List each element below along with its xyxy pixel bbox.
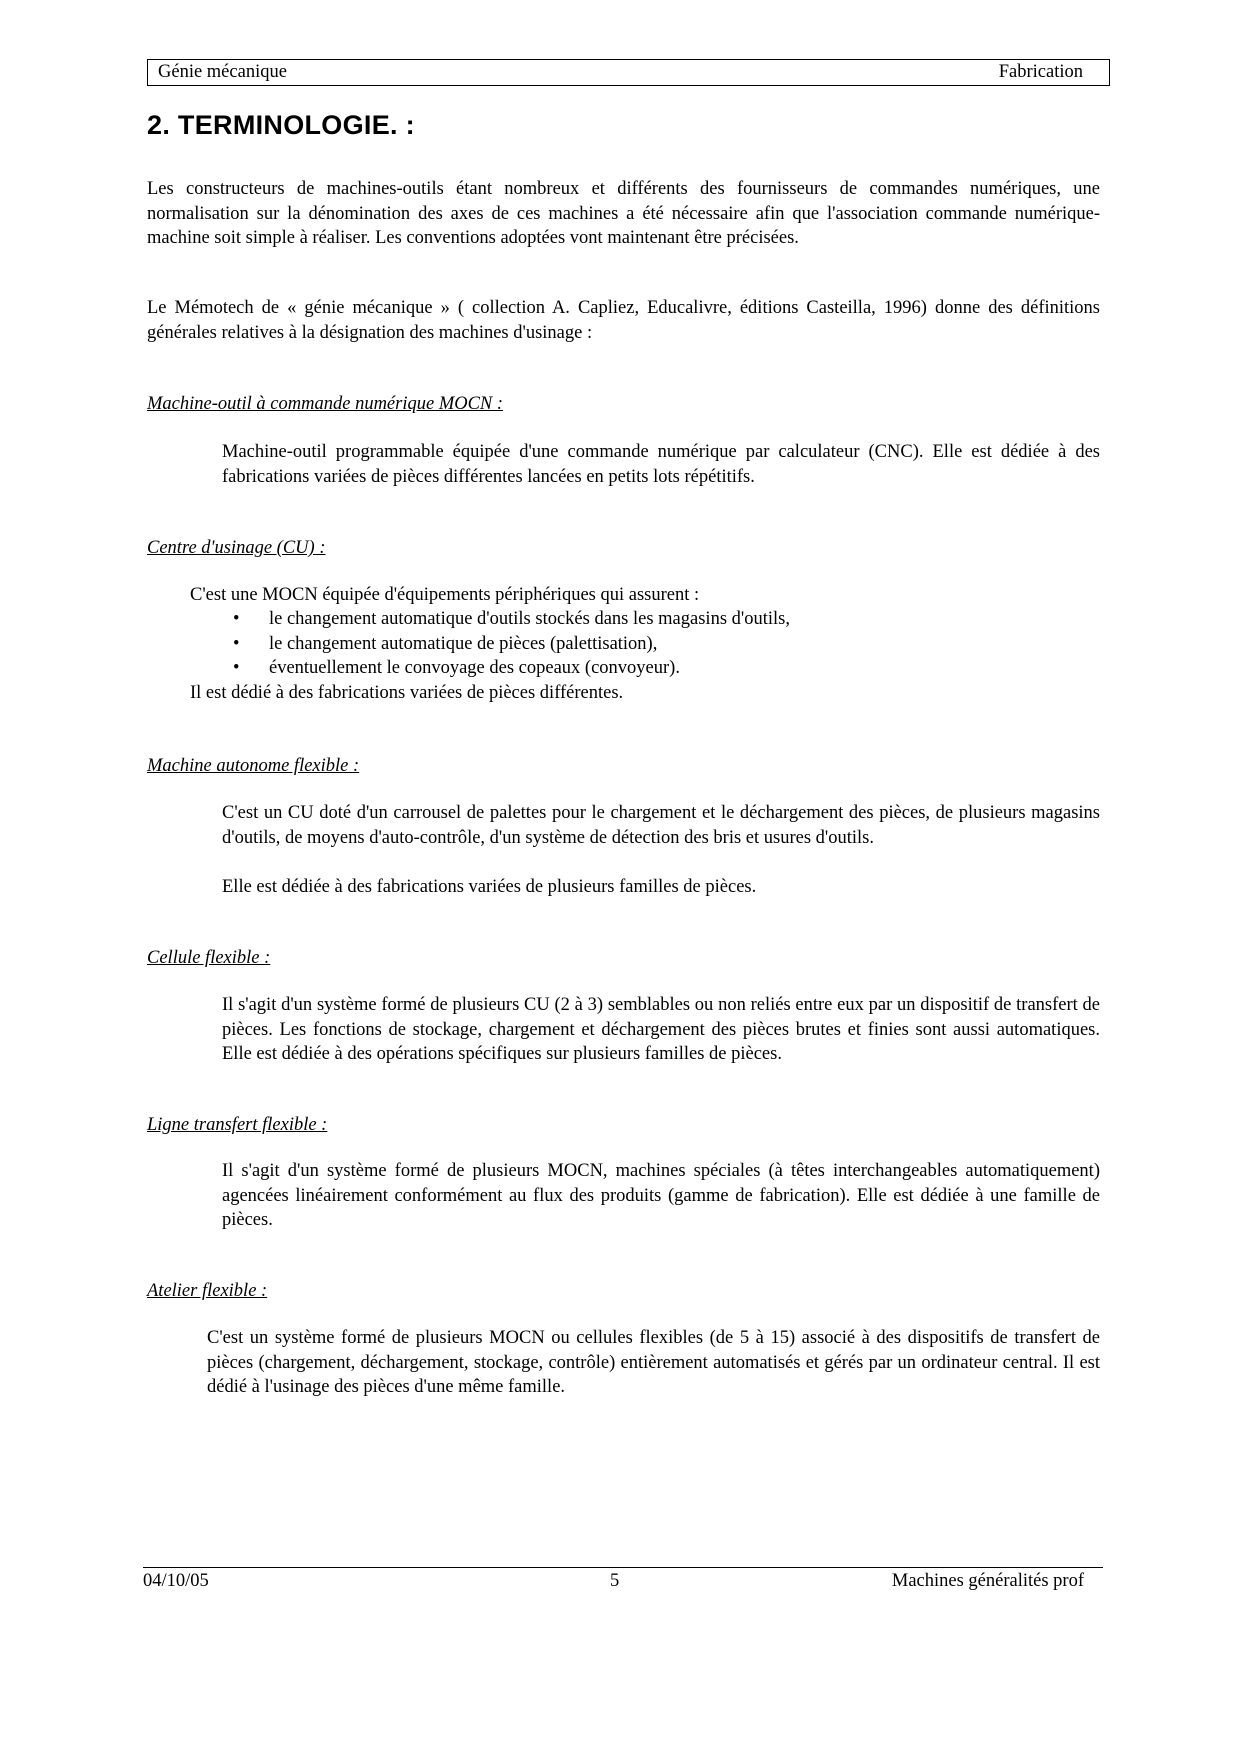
term-ligne: Ligne transfert flexible :	[147, 1115, 328, 1135]
term-mocn: Machine-outil à commande numérique MOCN :	[147, 394, 504, 414]
definition-cellule: Il s'agit d'un système formé de plusieurs CU (2 à 3) semblables ou non reliés entre eux par un dispositif de transfert de pièces. Les fonctions de stockage, chargement et déchargement des pièces brutes et finies sont aussi automatiques. Elle est dédiée à des opérations spécifiques sur plusieurs familles de pièces.	[222, 995, 1100, 1064]
definition-ligne: Il s'agit d'un système formé de plusieurs MOCN, machines spéciales (à têtes interchangeables automatiquement) agencées linéairement conformément au flux des produits (gamme de fabrication). Elle est dédiée à une famille de pièces.	[222, 1161, 1100, 1230]
intro-paragraph-1: Les constructeurs de machines-outils étant nombreux et différents des fournisseurs de commandes numériques, une normalisation sur la dénomination des axes de ces machines a été nécessaire afin que l'association commande numérique-machine soit simple à réaliser. Les conventions adoptées vont maintenant être précisées.	[147, 179, 1100, 248]
term-maf: Machine autonome flexible :	[147, 756, 360, 776]
intro-paragraph-2: Le Mémotech de « génie mécanique » ( collection A. Capliez, Educalivre, éditions Casteilla, 1996) donne des définitions générales relatives à la désignation des machines d'usinage :	[147, 298, 1100, 343]
definition-maf: C'est un CU doté d'un carrousel de palettes pour le chargement et le déchargement des pièces, de plusieurs magasins d'outils, de moyens d'auto-contrôle, d'un système de détection des bris et usures d'outils.	[222, 803, 1100, 848]
term-cu: Centre d'usinage (CU) :	[147, 538, 326, 558]
page-number: 5	[610, 1571, 620, 1591]
header-left-text: Génie mécanique	[158, 62, 287, 82]
definition-mocn: Machine-outil programmable équipée d'une commande numérique par calculateur (CNC). Elle est dédiée à des fabrications variées de pièces différentes lancées en petits lots répétitifs.	[222, 442, 1100, 487]
footer-document-name: Machines généralités prof	[891, 1571, 1084, 1591]
footer-rule	[143, 1567, 1103, 1568]
section-title: 2. TERMINOLOGIE. :	[147, 110, 415, 140]
page-header	[147, 59, 1110, 86]
footer-date: 04/10/05	[143, 1571, 209, 1591]
term-cellule: Cellule flexible :	[147, 948, 271, 968]
cu-feature-list	[233, 607, 790, 681]
definition-maf-2: Elle est dédiée à des fabrications variées de plusieurs familles de pièces.	[222, 877, 757, 897]
list-item: • le changement automatique de pièces (palettisation),	[233, 632, 790, 657]
definition-cu-outro: Il est dédié à des fabrications variées de pièces différentes.	[190, 683, 624, 703]
term-atelier: Atelier flexible :	[147, 1281, 268, 1301]
header-right-text: Fabrication	[998, 62, 1083, 82]
definition-cu-intro: C'est une MOCN équipée d'équipements périphériques qui assurent :	[190, 585, 700, 605]
list-item: • éventuellement le convoyage des copeaux (convoyeur).	[233, 656, 790, 681]
list-item: • le changement automatique d'outils stockés dans les magasins d'outils,	[233, 607, 790, 632]
definition-atelier: C'est un système formé de plusieurs MOCN ou cellules flexibles (de 5 à 15) associé à des dispositifs de transfert de pièces (chargement, déchargement, stockage, contrôle) entièrement automatisés et gérés par un ordinateur central. Il est dédié à l'usinage des pièces d'une même famille.	[207, 1328, 1100, 1397]
